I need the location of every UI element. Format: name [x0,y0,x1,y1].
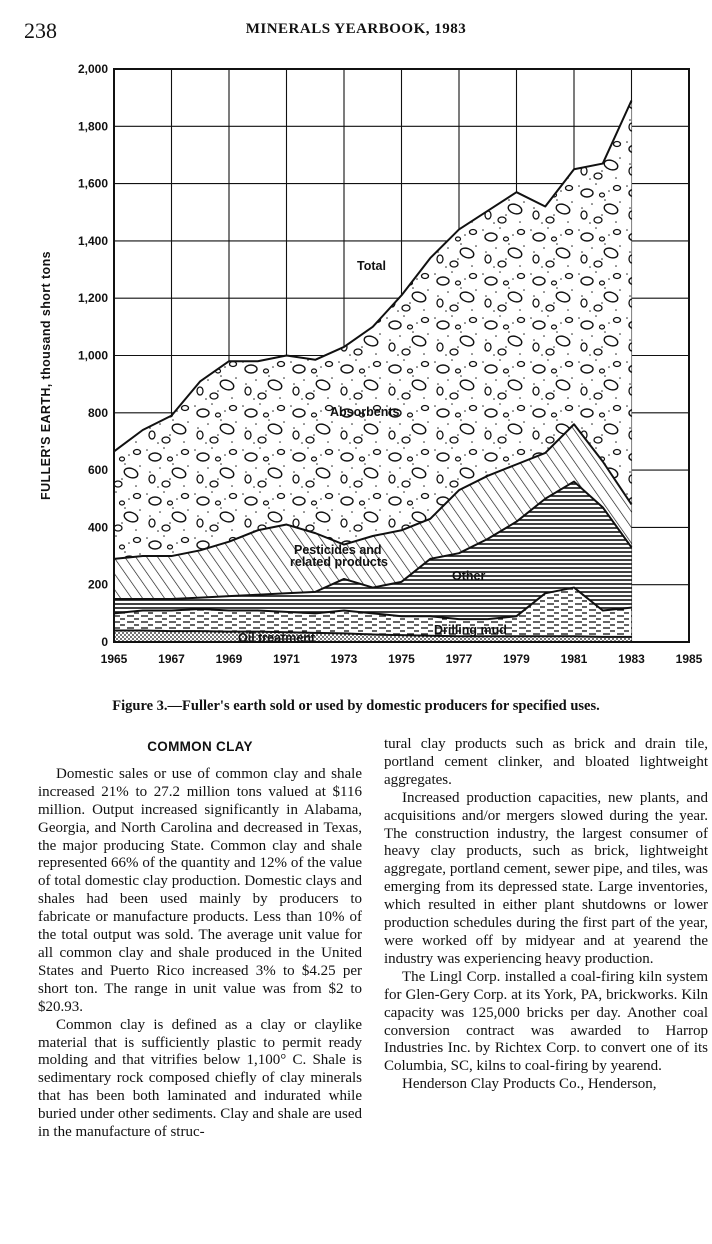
paragraph: Increased production capacities, new plants, and acquisitions and/or mergers slowed during the year. The construction industry, the largest consumer of heavy clay products, such as brick, lightweight aggregate, portland cement, sewer pipe, and tiles, was emerging from its depressed state. Large inventories, which resulted in either plant shutdowns or lower production schedules during the first part of the year, were worked off by midyear and at yearend the industry was experiencing heavy production. [384,789,708,967]
page-number: 238 [24,18,57,43]
x-tick-label: 1975 [388,652,415,666]
label-total: Total [357,259,386,273]
y-tick-label: 600 [87,463,108,478]
y-tick-label: 1,800 [77,119,108,134]
page-header [0,14,712,42]
x-tick-label: 1969 [215,652,243,666]
y-axis-label: FULLER'S EARTH, thousand short tons [39,251,53,500]
section-heading: COMMON CLAY [147,739,253,754]
x-tick-label: 1967 [158,652,185,666]
y-tick-label: 400 [87,520,108,535]
figure-caption: Figure 3.—Fuller's earth sold or used by domestic producers for specified uses. [112,698,600,714]
x-tick-label: 1977 [445,652,473,666]
x-tick-label: 1973 [330,652,358,666]
paragraph: Domestic sales or use of common clay and shale increased 21% to 27.2 million tons valued at $116 million. Output increased significantly in Alabama, Georgia, and North Carolina and decreased in Texas, the major producing State. Common clay and shale represented 66% of the quantity and 12% of the value of total domestic clay production. Domestic clays and shales had been used mainly by producers to fabricate or manufacture products. Less than 10% of the total output was sold. The average unit value for all common clay and shale produced in the United States and Puerto Rico increased 3% to $4.25 per short ton. The range in unit value was from $2 to $20.93. [38,765,362,1015]
x-tick-label: 1981 [560,652,588,666]
running-head: MINERALS YEARBOOK, 1983 [245,21,467,37]
x-tick-label: 1983 [618,652,645,666]
fullers-earth-chart [0,50,712,690]
y-tick-label: 800 [87,405,108,420]
y-axis-ticks [78,62,108,649]
x-tick-label: 1979 [503,652,530,666]
x-axis-ticks [101,652,703,666]
y-tick-label: 200 [87,577,108,592]
x-tick-label: 1985 [675,652,703,666]
label-pesticides-1: Pesticides and [294,543,382,557]
y-tick-label: 1,000 [77,348,108,363]
y-tick-label: 1,200 [77,291,108,306]
paragraph: Henderson Clay Products Co., Henderson, [402,1076,657,1093]
y-tick-label: 0 [101,635,108,649]
x-tick-label: 1971 [273,652,300,666]
paragraph-continuation: tural clay products such as brick and drain tile, portland cement clinker, and bloated lightweight aggregates. [384,736,708,788]
paragraph: The Lingl Corp. installed a coal-firing kiln system for Glen-Gery Corp. at its York, PA, brickworks. Kiln capacity was 125,000 bricks per day. Another coal conversion contract was awarded to Harrop Industries Inc. by Richtex Corp. to convert one of its Columbia, SC, kilns to coal-firing by yearend. [384,968,708,1075]
paragraph: Common clay is defined as a clay or claylike material that is sufficiently plastic to permit ready molding and that vitrifies below 1,100° C. Shale is sedimentary rock composed chiefly of clay minerals that has been both laminated and indurated while buried under other sediments. Clay and shale are used in the manufacture of struc- [38,1016,362,1141]
label-drilling-mud: Drilling mud [434,623,507,637]
article-right-column [384,736,708,1094]
article-left-column [38,736,362,1142]
y-tick-label: 1,600 [77,176,108,191]
y-tick-label: 2,000 [77,62,108,76]
x-tick-label: 1965 [100,652,128,666]
label-other: Other [452,569,486,583]
y-tick-label: 1,400 [77,233,108,248]
label-oil-treatment: Oil treatment [238,631,316,645]
label-absorbents: Absorbents [330,405,400,419]
label-pesticides-2: related products [290,555,388,569]
